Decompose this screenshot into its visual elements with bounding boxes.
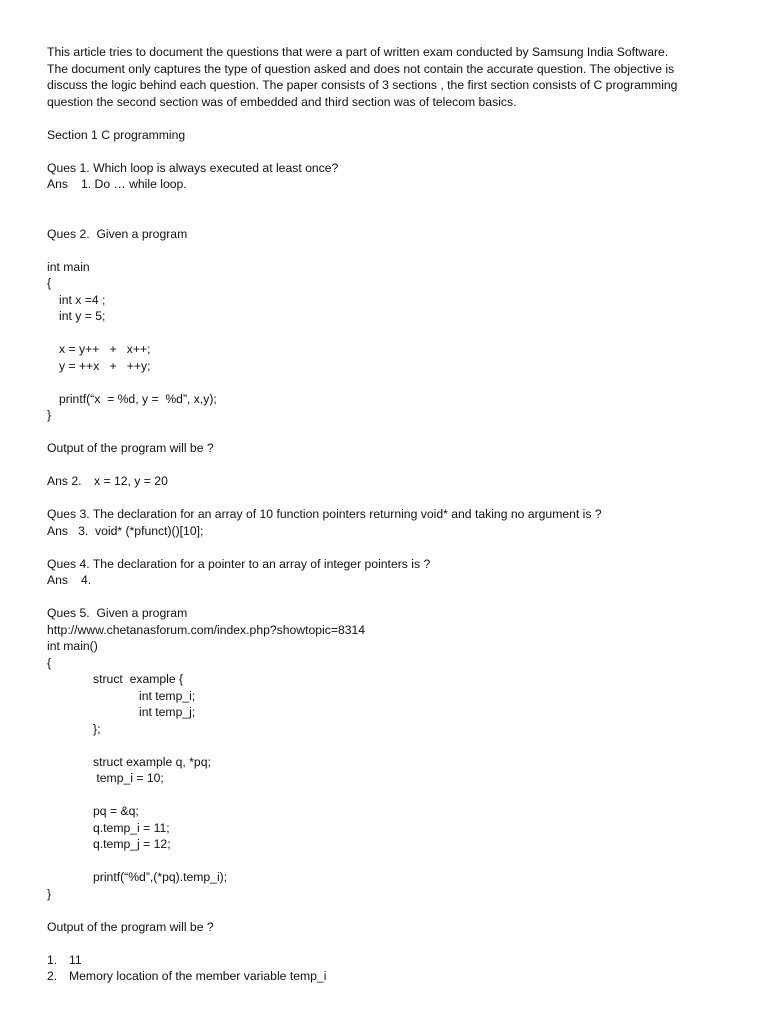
q2-code-line: int y = 5; <box>59 309 106 323</box>
q5-code-line: }; <box>93 721 101 736</box>
q5-code-line: int temp_i; <box>139 688 196 703</box>
q5-option-text: 11 <box>69 952 82 967</box>
q4-ans-label: Ans <box>47 573 69 587</box>
q2-code-line: int main <box>47 259 90 274</box>
q5-code-line: struct example q, *pq; <box>93 754 211 769</box>
intro-line-1: This article tries to document the questions that were a part of written exam conducted by Samsung India Software. <box>47 45 669 59</box>
q5-link[interactable]: http://www.chetanasforum.com/index.php?showtopic=8314 <box>47 622 366 637</box>
document-page <box>47 44 737 985</box>
q4-answer <box>47 572 737 589</box>
q1-answer <box>47 176 737 193</box>
intro-line-4: question the second section was of embedded and third section was of telecom basics. <box>47 94 517 109</box>
q5-option-text: Memory location of the member variable temp_i <box>69 969 327 983</box>
q2-code-line: } <box>47 408 52 422</box>
q2-ans-text: x = 12, y = 20 <box>94 474 168 488</box>
q2-code-line: { <box>47 276 52 290</box>
q1-ans-label: Ans <box>47 177 69 191</box>
q5-code-line: int main() <box>47 639 98 653</box>
q5-code-line: { <box>47 655 52 670</box>
q2-code-line: int x =4 ; <box>59 292 106 307</box>
q5-option-num: 1. <box>47 952 58 967</box>
q5-option <box>47 952 737 969</box>
q5-code-line: q.temp_i = 11; <box>93 820 170 835</box>
q5-question: Ques 5. Given a program <box>47 606 188 620</box>
q2-code-line: printf(“x = %d, y = %d”, x,y); <box>59 391 217 406</box>
q2-output-question: Output of the program will be ? <box>47 441 214 455</box>
q5-option-num: 2. <box>47 969 58 983</box>
q3-ans-label: Ans 3. <box>47 523 89 538</box>
q3-ans-text: void* (*pfunct)()[10]; <box>95 523 204 538</box>
q3-answer <box>47 523 737 540</box>
q1-question: Ques 1. Which loop is always executed at least once? <box>47 160 339 175</box>
section-title: Section 1 C programming <box>47 127 186 142</box>
q5-code-line: pq = &q; <box>93 804 139 818</box>
q5-code-line: struct example { <box>93 672 184 686</box>
q2-ans-label: Ans 2. <box>47 474 82 488</box>
q2-code-line: y = ++x + ++y; <box>59 358 151 373</box>
q4-ans-text: 4. <box>81 573 92 587</box>
q2-code-line: x = y++ + x++; <box>59 342 151 356</box>
q5-output-question: Output of the program will be ? <box>47 919 214 934</box>
q1-ans-text: 1. Do … while loop. <box>81 177 187 191</box>
q2-answer <box>47 473 737 490</box>
q5-code-line: printf(“%d”,(*pq).temp_i); <box>93 870 228 884</box>
q5-option <box>47 968 737 985</box>
q5-code-line: temp_i = 10; <box>93 771 164 785</box>
intro-line-3: discuss the logic behind each question. The paper consists of 3 sections , the first section consists of C programming <box>47 78 678 92</box>
q5-code-line: q.temp_j = 12; <box>93 837 171 851</box>
q3-question: Ques 3. The declaration for an array of 10 function pointers returning void* and taking no argument is ? <box>47 507 602 521</box>
q5-code-line: int temp_j; <box>139 705 196 719</box>
q2-question: Ques 2. Given a program <box>47 226 188 241</box>
q5-code-line: } <box>47 886 52 901</box>
q4-question: Ques 4. The declaration for a pointer to an array of integer pointers is ? <box>47 556 431 571</box>
intro-line-2: The document only captures the type of question asked and does not contain the accurate question. The objective is <box>47 61 675 76</box>
